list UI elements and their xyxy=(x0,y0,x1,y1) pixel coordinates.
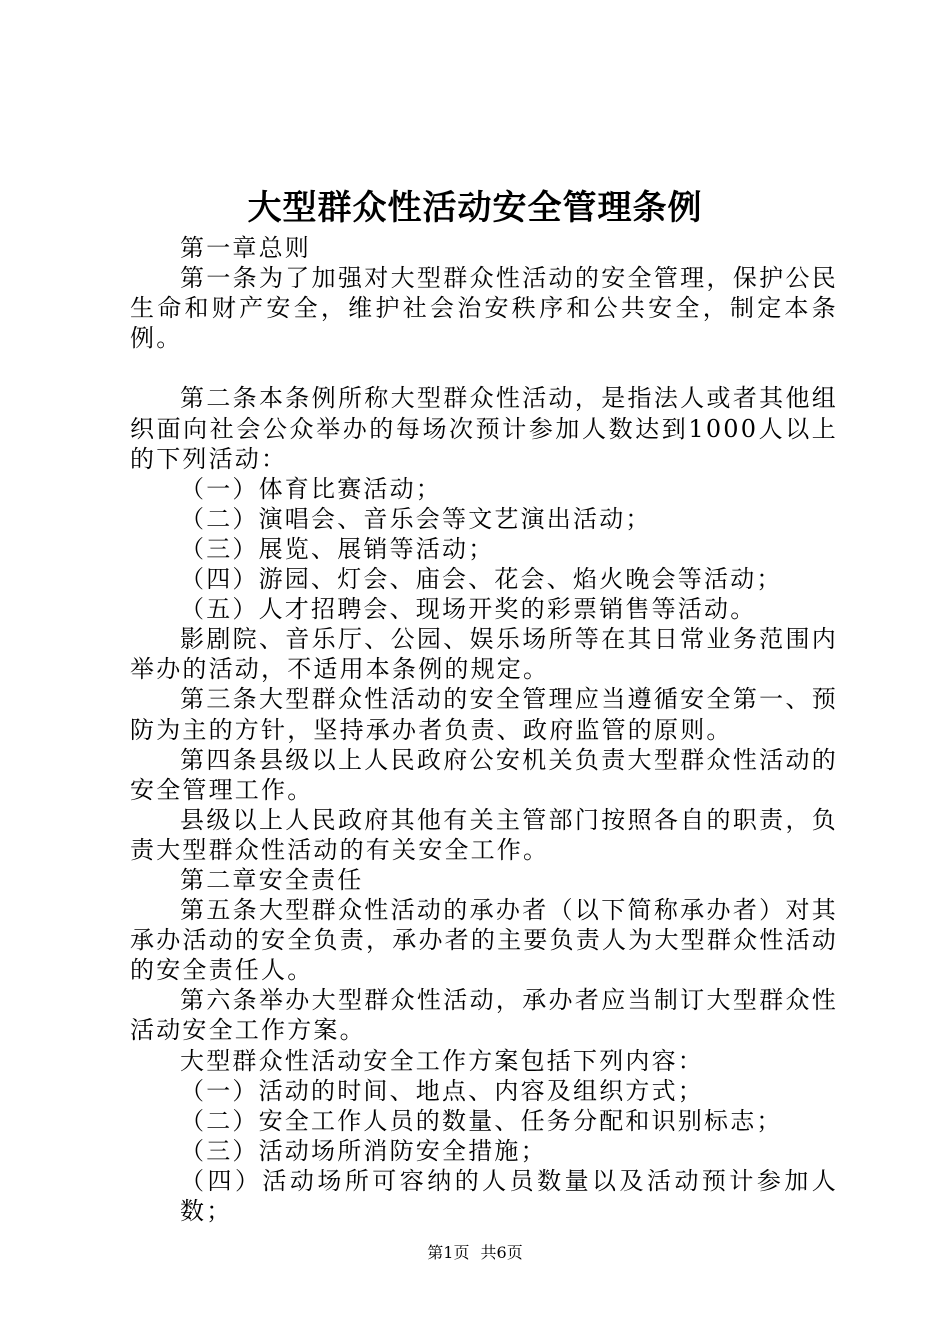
document-body xyxy=(130,233,838,1226)
list-item: （四）活动场所可容纳的人员数量以及活动预计参加人数； xyxy=(180,1166,838,1225)
paragraph: 第五条大型群众性活动的承办者（以下简称承办者）对其承办活动的安全负责，承办者的主要负责人为大型群众性活动的安全责任人。 xyxy=(130,896,838,985)
list-item: （三）活动场所消防安全措施； xyxy=(180,1136,547,1165)
list-item: （二）安全工作人员的数量、任务分配和识别标志； xyxy=(180,1106,783,1135)
blank-line xyxy=(130,353,838,383)
list-item: （三）展览、展销等活动； xyxy=(180,534,495,563)
paragraph: 第一章总则 xyxy=(180,234,311,262)
paragraph: 影剧院、音乐厅、公园、娱乐场所等在其日常业务范围内举办的活动，不适用本条例的规定。 xyxy=(130,625,838,684)
paragraph: 县级以上人民政府其他有关主管部门按照各自的职责，负责大型群众性活动的有关安全工作。 xyxy=(130,805,838,864)
list-item: （五）人才招聘会、现场开奖的彩票销售等活动。 xyxy=(180,595,757,624)
paragraph: 第三条大型群众性活动的安全管理应当遵循安全第一、预防为主的方针，坚持承办者负责、政府监管的原则。 xyxy=(130,685,838,744)
paragraph: 第四条县级以上人民政府公安机关负责大型群众性活动的安全管理工作。 xyxy=(130,745,838,804)
page-total: 共6页 xyxy=(480,1243,523,1262)
list-item: （四）游园、灯会、庙会、花会、焰火晚会等活动； xyxy=(180,565,783,594)
paragraph: 第一条为了加强对大型群众性活动的安全管理，保护公民生命和财产安全，维护社会治安秩序和公共安全，制定本条例。 xyxy=(130,264,838,353)
paragraph: 第二条本条例所称大型群众性活动，是指法人或者其他组织面向社会公众举办的每场次预计参加人数达到1000人以上的下列活动： xyxy=(130,384,838,473)
paragraph: 大型群众性活动安全工作方案包括下列内容： xyxy=(180,1046,704,1075)
list-item: （一）活动的时间、地点、内容及组织方式； xyxy=(180,1076,704,1105)
page-footer xyxy=(0,1243,950,1263)
document-title: 大型群众性活动安全管理条例 xyxy=(247,188,703,228)
list-item: （一）体育比赛活动； xyxy=(180,474,442,503)
list-item: （二）演唱会、音乐会等文艺演出活动； xyxy=(180,504,652,533)
page-number: 第1页 xyxy=(427,1243,470,1262)
paragraph: 第二章安全责任 xyxy=(180,865,364,894)
paragraph: 第六条举办大型群众性活动，承办者应当制订大型群众性活动安全工作方案。 xyxy=(130,986,838,1045)
